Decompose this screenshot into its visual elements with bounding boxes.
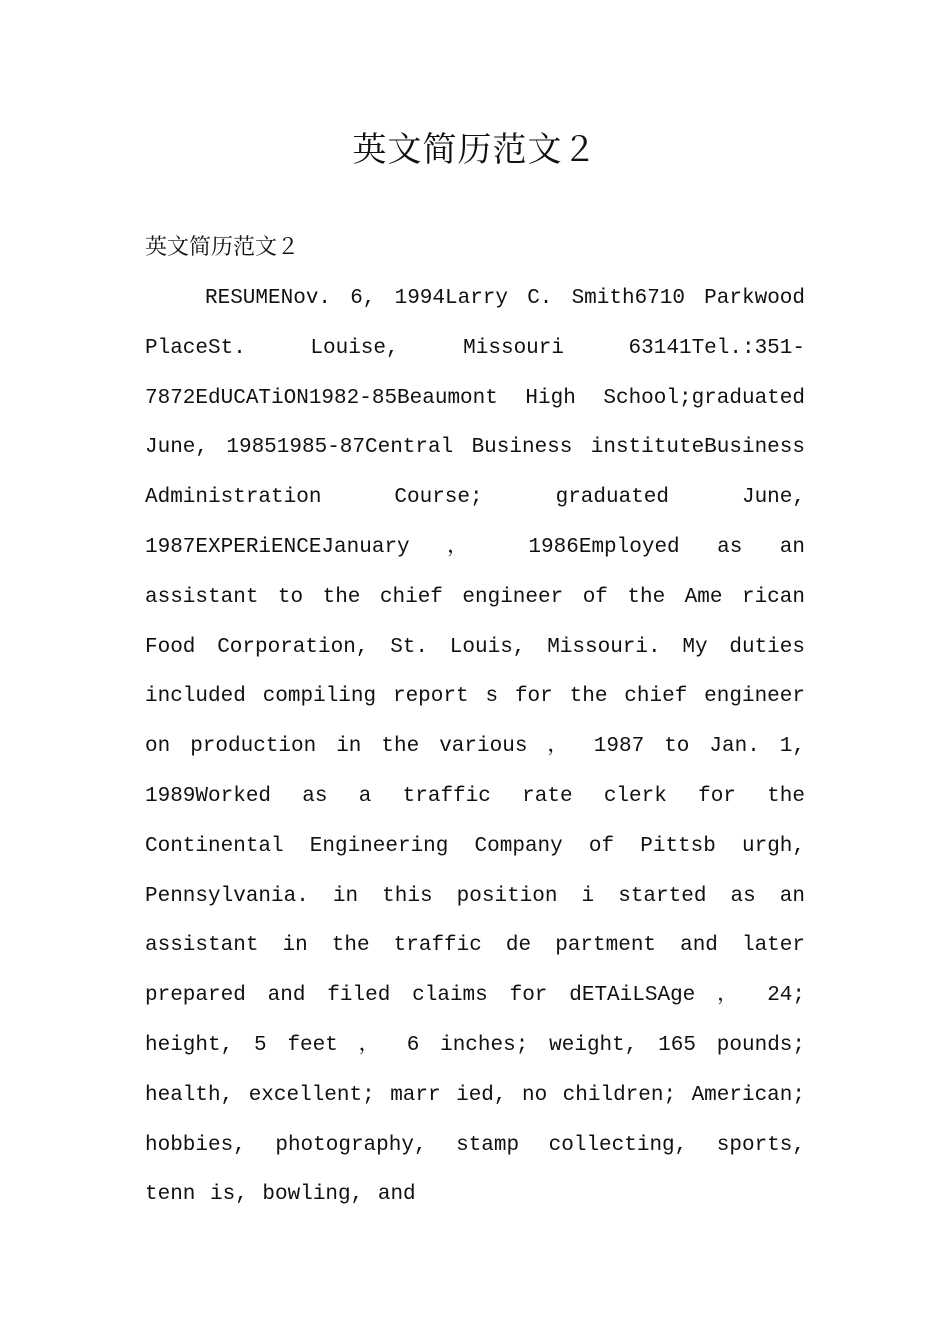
document-subtitle: 英文简历范文２ (145, 235, 300, 260)
document-title: 英文简历范文２ (352, 130, 598, 170)
resume-body-text: RESUMENov. 6, 1994Larry C. Smith6710 Parkwood PlaceSt. Louise, Missouri 63141Tel.:351-7872EdUCATiON1982-85Beaumont High School;graduated June, 19851985-87Central Business instituteBusiness Administration Course; graduated June, 1987EXPERiENCEJanuary ， 1986Employed as an assistant to the chief engineer of the Ame rican Food Corporation, St. Louis, Missouri. My duties included compiling report s for the chief engineer on production in the various ， 1987 to Jan. 1, 1989Worked as a traffic rate clerk for the Continental Engineering Company of Pittsb urgh, Pennsylvania. in this position i started as an assistant in the traffic de partment and later prepared and filed claims for dETAiLSAge ， 24; height, 5 feet ， 6 inches; weight, 165 pounds; health, excellent; marr ied, no children; American; hobbies, photography, stamp collecting, sports, tenn is, bowling, and (145, 287, 805, 1207)
